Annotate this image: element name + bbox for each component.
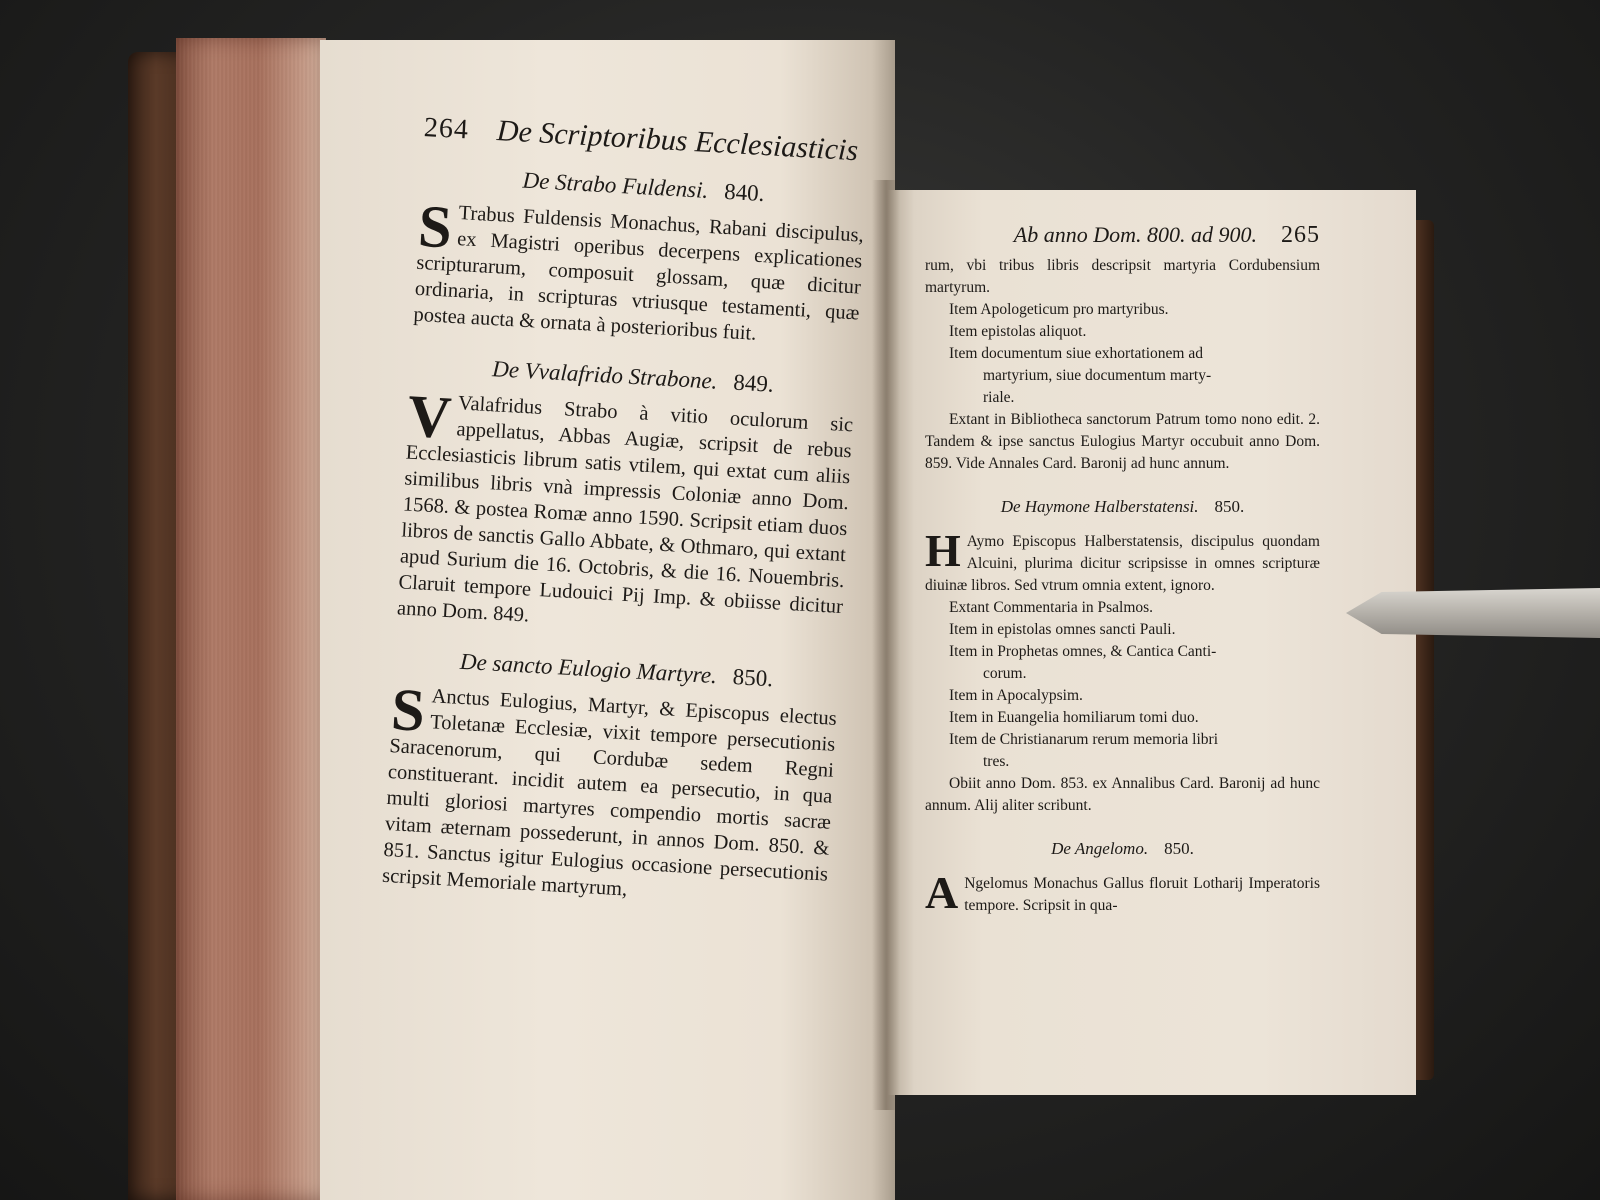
entry-body-angelomus (925, 867, 1320, 918)
works-list-eulogius (925, 299, 1320, 409)
left-page-text (380, 110, 869, 938)
entry-text: Trabus Fuldensis Monachus, Rabani discipulus, ex Magistri operibus decerpens explicationes scripturarum, composuit glossam, quæ dicitur ordinaria, in scripturas vtriusque testamenti, quæ postea aucta & ornata à posterioribus fuit. (412, 202, 865, 345)
obiit-note: Obiit anno Dom. 853. ex Annalibus Card. Baronij ad hunc annum. Alij aliter scribunt. (925, 775, 1320, 814)
entry-title: De Haymone Halberstatensi. (1000, 497, 1199, 516)
list-item: Item de Christianarum rerum memoria libri (949, 731, 1219, 748)
drop-capital: H (925, 525, 961, 576)
extant-note: Extant in Bibliotheca sanctorum Patrum tomo nono edit. 2. Tandem & ipse sanctus Eulogius Martyr occubuit anno Dom. 859. Vide Annales Card. Baronij ad hunc annum. (925, 411, 1320, 472)
entry-body-walafrid (396, 382, 854, 646)
entry-title: De Vvalafrido Strabone. (491, 356, 719, 394)
page-fore-edge (176, 38, 326, 1200)
entry-year: 850. (1164, 839, 1194, 858)
entry-text: Aymo Episcopus Halberstatensis, discipulus quondam Alcuini, plurima dicitur scripsisse in omnes scripturæ diuinæ libros. Sed vtrum omnia extent, ignoro. (925, 533, 1320, 594)
works-list-haymo (925, 597, 1320, 773)
drop-capital: S (416, 192, 454, 261)
entry-body-eulogius (381, 676, 838, 914)
list-item: Item in Euangelia homiliarum tomi duo. (949, 709, 1199, 726)
drop-capital: V (406, 382, 454, 451)
list-item: Extant Commentaria in Psalmos. (949, 599, 1154, 616)
list-item: Item epistolas aliquot. (949, 323, 1087, 340)
entry-heading-angelomus (925, 839, 1320, 859)
drop-capital: A (925, 867, 959, 918)
gutter-shadow (872, 180, 900, 1110)
entry-text: Ngelomus Monachus Gallus floruit Lotharij Imperatoris tempore. Scripsit in qua- (964, 875, 1320, 914)
entry-title: De Angelomo. (1051, 839, 1149, 858)
entry-year: 850. (1214, 497, 1245, 516)
right-page-text (925, 222, 1320, 917)
running-title-right: Ab anno Dom. 800. ad 900. (1013, 222, 1257, 247)
entry-year: 850. (732, 664, 774, 692)
list-item: Item in epistolas omnes sancti Pauli. (949, 621, 1176, 638)
entry-body-haymo (925, 525, 1320, 597)
list-item: Item in Prophetas omnes, & Cantica Canti- (949, 643, 1217, 660)
list-item: Item documentum siue exhortationem ad (949, 345, 1203, 362)
entry-heading-haymo (925, 497, 1320, 517)
entry-text: Anctus Eulogius, Martyr, & Episcopus electus Toletanæ Ecclesiæ, vixit tempore persecutionis Saracenorum, qui Cordubæ sedem Regni constituerant. incidit autem ea persecutio, in qua multi gloriosi martyres compendio mortis sacræ vitam æternam possederunt, in annos Dom. 850. & 851. Sanctus igitur Eulogius occasione persecutionis scripsit Memoriale martyrum, (381, 685, 838, 901)
list-item: martyrium, siue documentum marty- (983, 367, 1212, 384)
list-item: corum. (983, 665, 1027, 682)
drop-capital: S (389, 676, 427, 744)
entry-title: De Strabo Fuldensi. (521, 167, 709, 203)
list-item: tres. (983, 753, 1010, 770)
list-item: riale. (983, 389, 1015, 406)
running-title-left: De Scriptoribus Ecclesiasticis (496, 114, 859, 168)
continuation-text: rum, vbi tribus libris descripsit martyria Cordubensium martyrum. (925, 257, 1320, 296)
entry-year: 849. (732, 369, 775, 397)
page-number-left: 264 (423, 111, 470, 146)
entry-title: De sancto Eulogio Martyre. (459, 648, 718, 689)
running-head-right (925, 222, 1320, 249)
list-item: Item in Apocalypsim. (949, 687, 1083, 704)
list-item: Item Apologeticum pro martyribus. (949, 301, 1169, 318)
page-number-right: 265 (1281, 222, 1320, 248)
entry-text: Valafridus Strabo à vitio oculorum sic appellatus, Abbas Augiæ, scripsit de rebus Ecclesiasticis librum satis vtilem, qui extat cum aliis similibus libris vnà impressis Coloniæ anno Dom. 1568. & postea Romæ anno 1590. Scripsit etiam duos libros de sanctis Gallo Abbate, & Othmaro, qui extant apud Surium die 16. Octobris, & die 16. Nouembris. Claruit tempore Ludouici Pij Imp. & obiisse dicitur anno Dom. 849. (396, 392, 854, 627)
entry-year: 840. (723, 178, 766, 207)
page-knife-blade (1346, 588, 1600, 638)
